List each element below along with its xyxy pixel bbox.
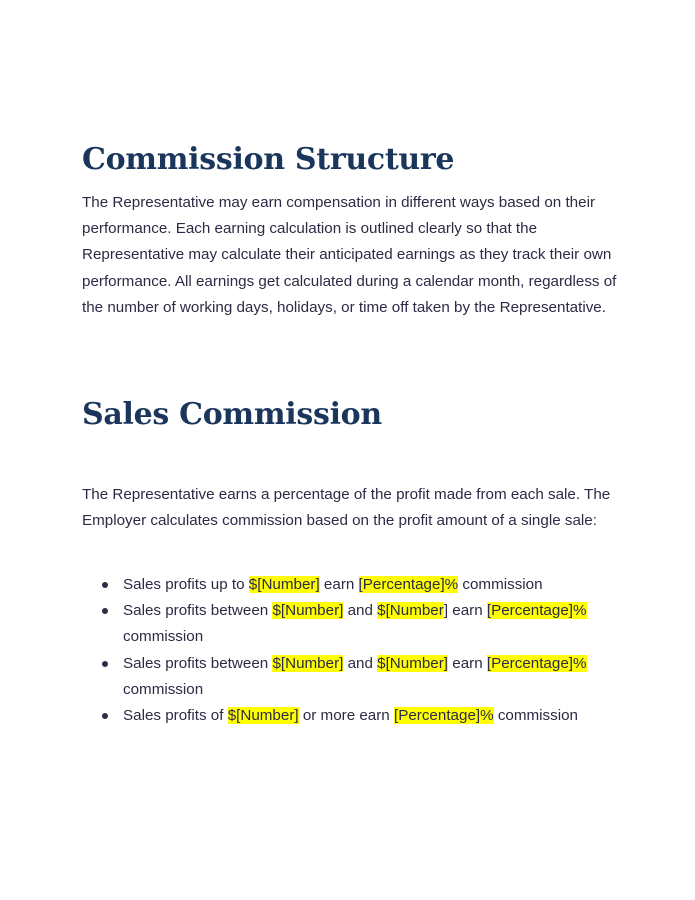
list-text: and [343,654,378,672]
list-text: earn [448,654,487,672]
placeholder-number: $[Number] [272,654,344,672]
placeholder-number: $[Number] [248,576,320,593]
list-text: commission [123,628,204,646]
commission-tier-list [82,572,622,729]
bullet-icon [102,608,108,614]
list-item [82,598,622,650]
section-heading-sales-commission: Sales Commission [82,397,382,432]
commission-structure-paragraph: The Representative may earn compensation in different ways based on their performance. Each earning calculation is outlined clearly so that the Representative may calculate their anticipated earnings as they track their own performance. All earnings get calculated during a calendar month, regardless of the number of working days, holidays, or time off taken by the Representative. [82,194,617,316]
list-text: or more earn [298,707,394,725]
list-text: Sales profits up to [123,576,249,593]
bullet-icon [102,661,108,667]
placeholder-percentage: [Percentage]% [393,707,494,725]
list-text: Sales profits of [123,707,228,725]
placeholder-percentage: [Percentage]% [486,654,587,672]
placeholder-percentage: [Percentage]% [358,576,459,593]
sales-commission-paragraph: The Representative earns a percentage of the profit made from each sale. The Employer calculates commission based on the profit amount of a single sale: [82,486,611,530]
section-heading-commission-structure: Commission Structure [82,142,455,177]
list-text: Sales profits between [123,654,273,672]
list-text: commission [458,576,543,593]
placeholder-number: $[Number] [377,654,449,672]
placeholder-number: $[Number] [227,707,299,725]
list-text: and [343,602,378,620]
placeholder-number: $[Number] [272,602,344,620]
list-text: Sales profits between [123,602,273,620]
placeholder-number: $[Number [377,602,444,620]
bullet-icon [102,582,108,588]
list-item [82,651,622,703]
list-text: earn [319,576,359,593]
list-text: commission [123,680,204,698]
placeholder-percentage: [Percentage]% [486,602,587,620]
bullet-icon [102,713,108,719]
list-text: commission [493,707,579,725]
list-item [82,703,622,729]
list-text: ] earn [443,602,487,620]
list-item [82,572,622,598]
